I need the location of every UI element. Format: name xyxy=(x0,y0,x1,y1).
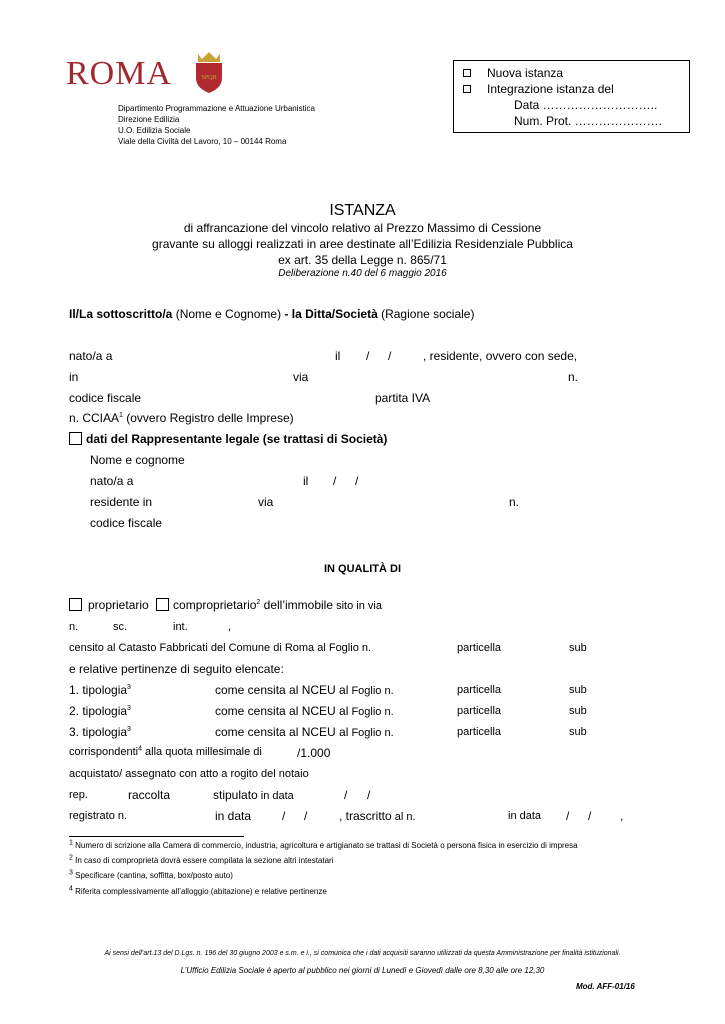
sito-label: sito in via xyxy=(333,600,382,612)
n-label: n. xyxy=(69,621,79,633)
rapp-n-label: n. xyxy=(509,495,520,509)
stipulato-label: stipulato xyxy=(213,788,258,802)
footnote-separator xyxy=(69,836,244,837)
rappresentante-header-text: dati del Rappresentante legale (se trattasi di Società) xyxy=(86,432,388,446)
footnote-number: 4 xyxy=(69,885,73,893)
particella-label: particella xyxy=(457,684,502,696)
footnote-4 xyxy=(69,887,327,896)
proprietario-line xyxy=(69,598,382,612)
footnote-ref: 2 xyxy=(256,599,261,606)
foglio-label: Foglio n. xyxy=(348,685,394,697)
dept-line-1: Dipartimento Programmazione e Attuazione Urbanistica xyxy=(118,104,315,113)
footnote-ref: 3 xyxy=(127,705,131,712)
title-line-4: Deliberazione n.40 del 6 maggio 2016 xyxy=(278,268,447,279)
sc-label: sc. xyxy=(113,621,128,633)
integrazione-label: Integrazione istanza del xyxy=(487,82,614,96)
acquistato-label: acquistato/ assegnato con atto a rogito del notaio xyxy=(69,768,309,780)
rapp-residente-label: residente in xyxy=(90,495,153,509)
subject-bold-1: Il/La sottoscritto/a xyxy=(69,307,173,321)
rep-label: rep. xyxy=(69,789,88,801)
quota-label: alla quota millesimale di xyxy=(142,746,262,758)
codice-fiscale-label: codice fiscale xyxy=(69,391,142,405)
footnote-1 xyxy=(69,841,578,850)
tipologia-label: 1. tipologia xyxy=(69,683,128,697)
comproprietario-label: comproprietario xyxy=(173,598,257,612)
registrato-label: registrato n. xyxy=(69,810,128,822)
dept-line-2: Direzione Edilizia xyxy=(118,115,180,124)
come-censita-label: come censita al NCEU al xyxy=(215,704,349,718)
roma-coat-of-arms-icon xyxy=(192,50,226,94)
particella-label: particella xyxy=(457,642,502,654)
trascritto-label: , trascritto xyxy=(339,809,392,823)
millesimi-label: /1.000 xyxy=(297,746,331,760)
checkbox-icon[interactable] xyxy=(463,85,471,93)
partita-iva-label: partita IVA xyxy=(375,391,431,405)
dept-line-4: Viale della Civiltà del Lavoro, 10 – 00144 Roma xyxy=(118,137,287,146)
rappresentante-header xyxy=(69,432,387,446)
particella-label: particella xyxy=(457,726,502,738)
raccolta-label: raccolta xyxy=(128,788,171,802)
come-censita-label: come censita al NCEU al xyxy=(215,683,349,697)
immobile-label: dell’immobile xyxy=(260,598,334,612)
subject-normal-1: (Nome e Cognome) xyxy=(172,307,285,321)
title-main: ISTANZA xyxy=(329,202,396,219)
come-censita-2 xyxy=(215,704,394,718)
nuova-istanza-option[interactable] xyxy=(463,66,563,80)
rapp-il-label: il xyxy=(303,474,309,488)
in-data-label: in data xyxy=(215,809,252,823)
date-slash: / xyxy=(588,809,592,823)
trascritto-line xyxy=(339,809,416,823)
tipologia-3 xyxy=(69,725,131,739)
comma: , xyxy=(620,809,624,823)
dept-line-3: U.O. Edilizia Sociale xyxy=(118,126,191,135)
rapp-via-label: via xyxy=(258,495,274,509)
tipologia-label: 2. tipologia xyxy=(69,704,128,718)
int-label: int. xyxy=(173,621,188,633)
roma-logo: ROMA xyxy=(66,55,173,92)
footnote-number: 1 xyxy=(69,839,73,847)
n-label: n. xyxy=(568,370,579,384)
come-censita-label: come censita al NCEU al xyxy=(215,725,349,739)
censito-label: censito al Catasto Fabbricati del Comune di Roma al Foglio n. xyxy=(69,642,372,654)
footnote-ref: 4 xyxy=(138,745,142,753)
checkbox-icon[interactable] xyxy=(463,69,471,77)
date-slash: / xyxy=(366,349,370,363)
ccia-post: (ovvero Registro delle Imprese) xyxy=(122,411,294,425)
in-data-2-label: in data xyxy=(508,810,542,822)
foglio-label: Foglio n. xyxy=(348,727,394,739)
comproprietario-checkbox[interactable] xyxy=(156,598,169,611)
footnote-3 xyxy=(69,871,233,880)
pertinenze-label: e relative pertinenze di seguito elencate: xyxy=(69,662,284,676)
corrispondenti-line xyxy=(69,746,262,758)
nuova-istanza-label: Nuova istanza xyxy=(487,66,564,80)
date-slash: / xyxy=(282,809,286,823)
tipologia-1 xyxy=(69,683,131,697)
date-slash: / xyxy=(388,349,392,363)
sub-label: sub xyxy=(569,705,587,717)
al-n-label: al n. xyxy=(391,811,416,823)
date-slash: / xyxy=(344,788,348,802)
footnote-text: Specificare (cantina, soffitta, box/posto auto) xyxy=(75,871,233,880)
stipulato-line xyxy=(213,788,294,802)
come-censita-3 xyxy=(215,725,394,739)
ccia-line xyxy=(69,411,294,425)
prot-line: Num. Prot. …………………. xyxy=(514,114,663,128)
footnote-text: Riferita complessivamente all’alloggio (abitazione) e relative pertinenze xyxy=(75,887,327,896)
date-slash: / xyxy=(333,474,337,488)
subject-bold-2: - la Ditta/Società xyxy=(284,307,378,321)
comma: , xyxy=(228,621,232,633)
foglio-label: Foglio n. xyxy=(348,706,394,718)
corrispondenti-label: corrispondenti xyxy=(69,746,139,758)
rapp-nome-label: Nome e cognome xyxy=(90,453,185,467)
subject-line xyxy=(69,307,474,321)
particella-label: particella xyxy=(457,705,502,717)
date-slash: / xyxy=(566,809,570,823)
residente-label: , residente, ovvero con sede, xyxy=(423,349,578,363)
via-label: via xyxy=(293,370,309,384)
rapp-nato-label: nato/a a xyxy=(90,474,134,488)
mod-code: Mod. AFF-01/16 xyxy=(576,982,635,991)
footnote-number: 3 xyxy=(69,869,73,877)
come-censita-1 xyxy=(215,683,394,697)
footnote-ref: 3 xyxy=(127,726,131,733)
privacy-note: Ai sensi dell’art.13 del D.Lgs. n. 196 del 30 giugno 2003 e s.m. e i., si comunica che i dati acquisiti saranno utilizzati da questa Amministrazione per finalità istituzionali. xyxy=(104,950,621,957)
title-line-3: ex art. 35 della Legge n. 865/71 xyxy=(278,253,447,267)
sub-label: sub xyxy=(569,726,587,738)
proprietario-checkbox[interactable] xyxy=(69,598,82,611)
in-data-label: in data xyxy=(257,790,294,802)
tipologia-2 xyxy=(69,704,131,718)
il-label: il xyxy=(335,349,341,363)
qualita-title: IN QUALITÀ DI xyxy=(324,563,401,575)
footnote-text: In caso di comproprietà dovrà essere compilata la sezione altri intestatari xyxy=(75,856,334,865)
rappresentante-checkbox[interactable] xyxy=(69,432,82,445)
title-line-1: di affrancazione del vincolo relativo al Prezzo Massimo di Cessione xyxy=(183,221,542,235)
footnote-2 xyxy=(69,856,334,865)
proprietario-label: proprietario xyxy=(88,598,149,612)
orari-note: L’Ufficio Edilizia Sociale è aperto al pubblico nei giorni di Lunedì e Giovedì dalle ore 8,30 alle ore 12,30 xyxy=(180,966,545,975)
date-slash: / xyxy=(355,474,359,488)
sub-label: sub xyxy=(569,684,587,696)
svg-text:SPQR: SPQR xyxy=(201,75,217,81)
sub-label: sub xyxy=(569,642,587,654)
footnote-number: 2 xyxy=(69,854,73,862)
data-line: Data ……………………….. xyxy=(514,98,658,112)
in-label: in xyxy=(69,370,79,384)
tipologia-label: 3. tipologia xyxy=(69,725,128,739)
date-slash: / xyxy=(367,788,371,802)
integrazione-option[interactable] xyxy=(463,82,614,96)
date-slash: / xyxy=(304,809,308,823)
footnote-text: Numero di scrizione alla Camera di commercio, industria, agricoltura e artigianato se trattasi di Società o persona fisica in esercizio di impresa xyxy=(75,841,578,850)
subject-normal-2: (Ragione sociale) xyxy=(377,307,475,321)
title-line-2: gravante su alloggi realizzati in aree destinate all’Edilizia Residenziale Pubblica xyxy=(152,237,573,251)
nato-label: nato/a a xyxy=(69,349,113,363)
rapp-cf-label: codice fiscale xyxy=(90,516,163,530)
footnote-ref: 1 xyxy=(119,412,123,419)
ccia-label: n. CCIAA xyxy=(69,411,120,425)
footnote-ref: 3 xyxy=(127,684,131,691)
